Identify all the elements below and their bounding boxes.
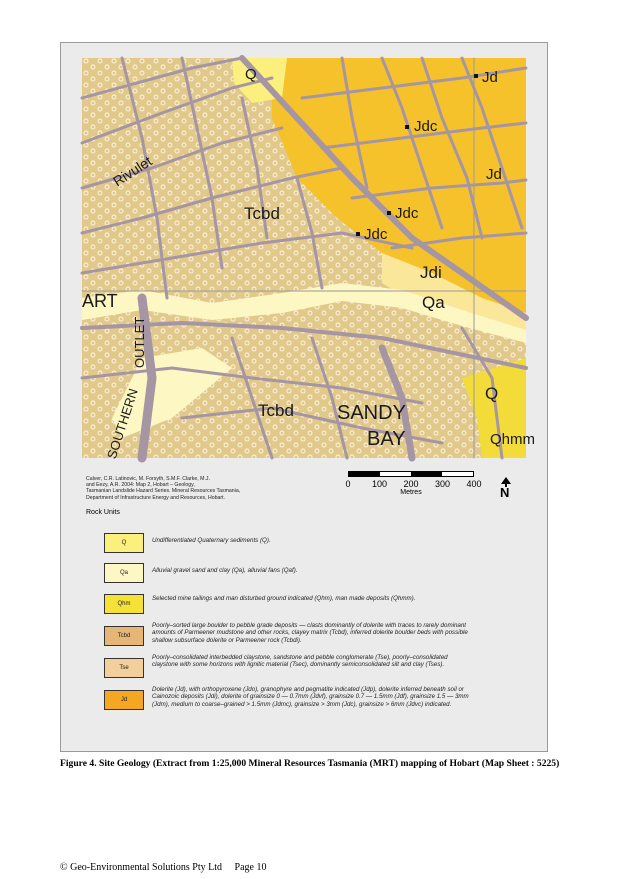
legend-swatch [104, 658, 144, 678]
citation-line: and Eezy, A.R. 2004: Map 2, Hobart – Geology, [86, 482, 195, 489]
rock-units-title: Rock Units [86, 509, 120, 516]
legend-swatch [104, 626, 144, 646]
legend-row [104, 622, 524, 646]
map-label-jdc: Jdc [414, 118, 438, 135]
north-arrow-icon [498, 477, 514, 499]
north-label: N [500, 485, 510, 500]
legend-code: Qa [119, 570, 128, 576]
scale-tick: 200 [403, 479, 419, 489]
scale-bar [345, 471, 482, 496]
geology-map [82, 58, 535, 461]
map-label-q: Q [245, 66, 257, 83]
legend-swatch [104, 563, 144, 583]
map-label-qa: Qa [422, 293, 445, 312]
map-label-outlet: OUTLET [132, 316, 147, 368]
legend-code: Q [121, 540, 127, 546]
map-label-jdi: Jdi [420, 263, 442, 282]
map-label-jd: Jd [486, 166, 502, 183]
legend-description: Poorly–sorted large boulder to pebble grade deposits — clasts dominantly of dolerite with traces to rarely dominant amounts of Parmeener mudstone and other rocks, clayey matrix (Tcbd), inferred dolerite boulder beds with possible shallow subsurface dolerite or Parmeener rock (Tcbdi). [152, 622, 468, 644]
legend-description: Undifferentiated Quaternary sediments (Q). [152, 537, 271, 544]
legend-swatch [104, 594, 144, 614]
map-label-bay: BAY [367, 428, 406, 450]
scale-tick: 100 [371, 479, 388, 489]
page-footer: © Geo-Environmental Solutions Pty Ltd Page 10 [60, 862, 267, 873]
map-label-art: ART [82, 291, 118, 311]
legend-row [104, 686, 524, 710]
map-citation [86, 476, 306, 501]
scale-unit: Metres [400, 489, 422, 496]
scale-tick: 300 [434, 479, 451, 489]
citation-line: Calver, C.R. Latinovic, M. Forsyth, S.M.F. Clarke, M.J. [86, 476, 210, 482]
citation-line: Tasmanian Landslide Hazard Series. Mineral Resources Tasmania, [86, 488, 241, 495]
map-label-tcbd: Tcbd [244, 204, 280, 223]
legend-swatch [104, 690, 144, 710]
scale-tick: 0 [345, 479, 351, 489]
legend-code: Tse [119, 665, 129, 671]
legend-code: Qhm [117, 601, 131, 607]
map-label-sandy: SANDY [337, 402, 406, 424]
legend-code: Jd [120, 697, 128, 703]
figure-caption: Figure 4. Site Geology (Extract from 1:25,000 Mineral Resources Tasmania (MRT) mapping of Hobart (Map Sheet : 5225) [60, 758, 560, 769]
map-label-jdc: Jdc [364, 226, 388, 243]
map-label-qhmm: Qhmm [490, 431, 535, 448]
map-label-tcbd: Tcbd [258, 401, 294, 420]
legend-row [104, 654, 524, 678]
map-label-jdc: Jdc [395, 205, 419, 222]
scale-tick: 400 [466, 479, 482, 489]
legend-description: Dolerite (Jd), with orthopyroxene (Jdo), granophyre and pegmatite indicated (Jdp), dolerite inferred beneath soil or Cainozoic deposits (Jdi), dolerite of grainsize 0 — 0.7mm (Jdvf), grainsize 0.7 — 1.5mm (Jdf), grainsize 1.5 — 3mm (Jdm), medium to coarse–grained > 1.5mm (Jdmc), grainsize > 3mm (Jdc), grainsize > 6mm (Jdvc) indicated. [152, 686, 469, 708]
map-label-rivulet: Rivulet [110, 152, 155, 190]
legend-code: Tcbd [117, 633, 131, 639]
legend-description: Poorly–consolidated interbedded claystone, sandstone and pebble conglomerate (Tse), poorly–consolidated claystone with some horizons with lignitic material (Tsec), dominantly semiconsolidated silt and clay (Tses). [152, 654, 448, 669]
legend-swatch [104, 533, 144, 553]
legend-row [104, 533, 524, 553]
map-label-jd: Jd [482, 69, 498, 86]
legend-row [104, 594, 524, 614]
legend-description: Selected mine tailings and man disturbed ground indicated (Qhm), man made deposits (Qhmm). [152, 595, 416, 602]
map-label-q: Q [485, 384, 499, 403]
legend-row [104, 563, 524, 583]
legend-description: Alluvial gravel sand and clay (Qa), alluvial fans (Qaf). [152, 567, 298, 574]
citation-line: Department of Infrastructure Energy and Resources, Hobart. [86, 494, 225, 501]
map-label-southern: SOUTHERN [104, 386, 141, 461]
